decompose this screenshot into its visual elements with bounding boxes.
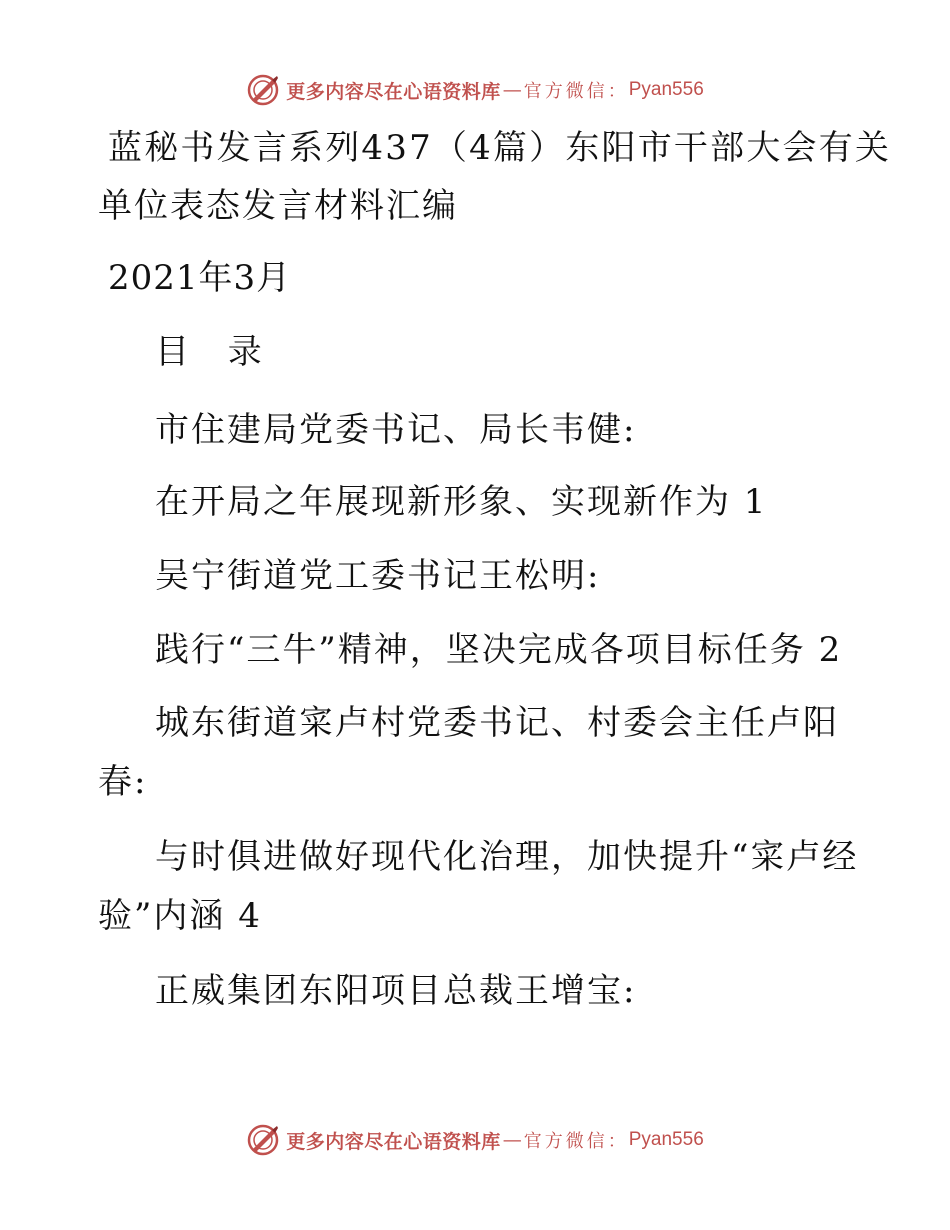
toc-line: 验”内涵 4	[98, 896, 262, 936]
banner-main-text: 更多内容尽在心语资料库	[286, 80, 501, 103]
footer-watermark-banner	[0, 1120, 950, 1160]
toc-line: 在开局之年展现新形象、实现新作为 1	[155, 482, 768, 522]
toc-line: 春:	[98, 762, 148, 802]
header-watermark-banner	[0, 70, 950, 110]
banner-wechat-label: 官方微信：	[523, 81, 629, 102]
document-date: 2021年3月	[108, 258, 292, 298]
brush-logo-icon	[246, 1123, 280, 1157]
document-title-line-1: 蓝秘书发言系列437（4篇）东阳市干部大会有关	[108, 128, 892, 168]
banner-dash: —	[502, 79, 522, 101]
banner-wechat-id: Pyan556	[628, 79, 704, 100]
document-title-line-2: 单位表态发言材料汇编	[98, 186, 458, 226]
toc-line: 与时俱进做好现代化治理，加快提升“寀卢经	[155, 837, 859, 877]
toc-line: 正威集团东阳项目总裁王增宝:	[155, 971, 637, 1011]
brush-logo-icon	[246, 73, 280, 107]
toc-heading: 目 录	[155, 332, 276, 372]
toc-line: 践行“三牛”精神，坚决完成各项目标任务 2	[155, 630, 843, 670]
banner-main-text: 更多内容尽在心语资料库	[286, 1130, 501, 1153]
banner-wechat-label: 官方微信：	[523, 1131, 629, 1152]
toc-line: 城东街道寀卢村党委书记、村委会主任卢阳	[155, 703, 839, 743]
banner-dash: —	[502, 1129, 522, 1151]
toc-line: 市住建局党委书记、局长韦健:	[155, 410, 637, 450]
toc-line: 吴宁街道党工委书记王松明:	[155, 556, 601, 596]
banner-wechat-id: Pyan556	[628, 1129, 704, 1150]
